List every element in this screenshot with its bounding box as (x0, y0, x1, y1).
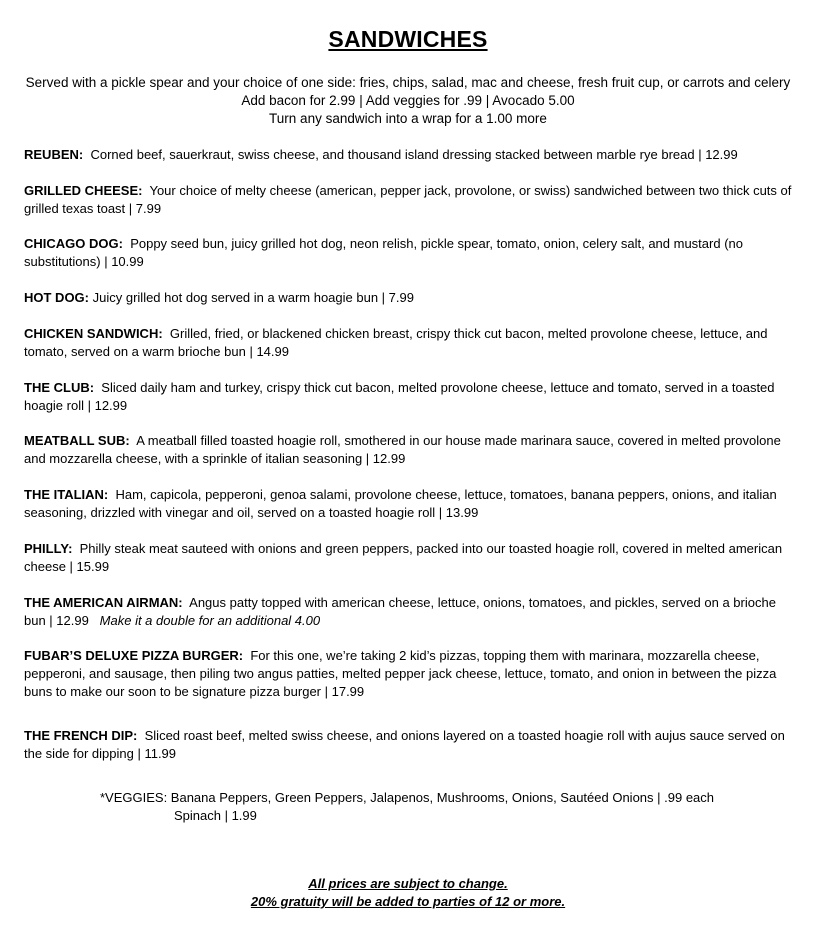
item-name: THE ITALIAN: (24, 487, 109, 502)
footer-notes (0, 875, 816, 911)
veggies-list: *VEGGIES: Banana Peppers, Green Peppers, Jalapenos, Mushrooms, Onions, Sautéed Onions | .99 each (100, 790, 715, 805)
item-description: Poppy seed bun, juicy grilled hot dog, neon relish, pickle spear, tomato, onion, celery salt, and mustard (no substitutions) | 10.99 (24, 236, 743, 269)
addons-info: Add bacon for 2.99 | Add veggies for .99 | Avocado 5.00 (241, 93, 575, 108)
wrap-info: Turn any sandwich into a wrap for a 1.00 more (269, 111, 547, 126)
menu-item-french-dip (24, 727, 796, 763)
menu-item-chicken-sandwich (24, 325, 796, 361)
menu-item-philly (24, 540, 796, 576)
item-name: PHILLY: (24, 541, 73, 556)
menu-item-chicago-dog (24, 235, 796, 271)
veggies-note (100, 789, 780, 825)
item-name: THE CLUB: (24, 380, 95, 395)
item-description: A meatball filled toasted hoagie roll, smothered in our house made marinara sauce, covered in melted provolone and mozzarella cheese, with a sprinkle of italian seasoning | 12.99 (24, 433, 781, 466)
item-name: FUBAR’S DELUXE PIZZA BURGER: (24, 648, 244, 663)
item-name: CHICKEN SANDWICH: (24, 326, 163, 341)
item-description: Your choice of melty cheese (american, pepper jack, provolone, or swiss) sandwiched between two thick cuts of grilled texas toast | 7.99 (24, 183, 792, 216)
gratuity-notice: 20% gratuity will be added to parties of 12 or more. (250, 894, 566, 909)
item-name: REUBEN: (24, 147, 84, 162)
item-note: Make it a double for an additional 4.00 (99, 613, 321, 628)
item-description: Sliced daily ham and turkey, crispy thick cut bacon, melted provolone cheese, lettuce and tomato, served in a toasted hoagie roll | 12.99 (24, 380, 775, 413)
item-description: Philly steak meat sauteed with onions and green peppers, packed into our toasted hoagie roll, covered in melted american cheese | 15.99 (24, 541, 783, 574)
menu-item-reuben (24, 146, 796, 164)
menu-item-the-italian (24, 486, 796, 522)
spinach-price: Spinach | 1.99 (174, 808, 257, 823)
item-name: THE FRENCH DIP: (24, 728, 138, 743)
item-name: CHICAGO DOG: (24, 236, 123, 251)
menu-item-meatball-sub (24, 432, 796, 468)
price-disclaimer: All prices are subject to change. (308, 876, 508, 891)
item-name: HOT DOG: (24, 290, 89, 305)
menu-item-pizza-burger (24, 647, 796, 701)
menu-item-hot-dog (24, 289, 796, 307)
item-description: For this one, we’re taking 2 kid’s pizzas, topping them with marinara, mozzarella cheese, pepperoni, and sausage, then piling two angus patties, melted pepper jack cheese, lettuce, tomato, and onion in between the pizza buns to make our soon to be signature pizza burger | 17.99 (24, 648, 777, 699)
item-description: Grilled, fried, or blackened chicken breast, crispy thick cut bacon, melted provolone cheese, lettuce, and tomato, served on a warm brioche bun | 14.99 (24, 326, 768, 359)
menu-item-grilled-cheese (24, 182, 796, 218)
item-name: GRILLED CHEESE: (24, 183, 143, 198)
item-name: THE AMERICAN AIRMAN: (24, 595, 183, 610)
item-description: Corned beef, sauerkraut, swiss cheese, and thousand island dressing stacked between marble rye bread | 12.99 (90, 147, 738, 162)
item-description: Ham, capicola, pepperoni, genoa salami, provolone cheese, lettuce, tomatoes, banana peppers, onions, and italian seasoning, drizzled with vinegar and oil, served on a toasted hoagie roll | 13.99 (24, 487, 777, 520)
sides-info: Served with a pickle spear and your choice of one side: fries, chips, salad, mac and cheese, fresh fruit cup, or carrots and celery (25, 75, 791, 90)
intro-block (0, 74, 816, 128)
item-description: Sliced roast beef, melted swiss cheese, and onions layered on a toasted hoagie roll with aujus sauce served on the side for dipping | 11.99 (24, 728, 785, 761)
menu-item-american-airman (24, 594, 796, 630)
item-description: Angus patty topped with american cheese, lettuce, onions, tomatoes, and pickles, served on a brioche bun | 12.99 (24, 595, 776, 628)
item-name: MEATBALL SUB: (24, 433, 130, 448)
menu-item-the-club (24, 379, 796, 415)
page-title: SANDWICHES (328, 26, 488, 52)
item-description: Juicy grilled hot dog served in a warm hoagie bun | 7.99 (92, 290, 414, 305)
